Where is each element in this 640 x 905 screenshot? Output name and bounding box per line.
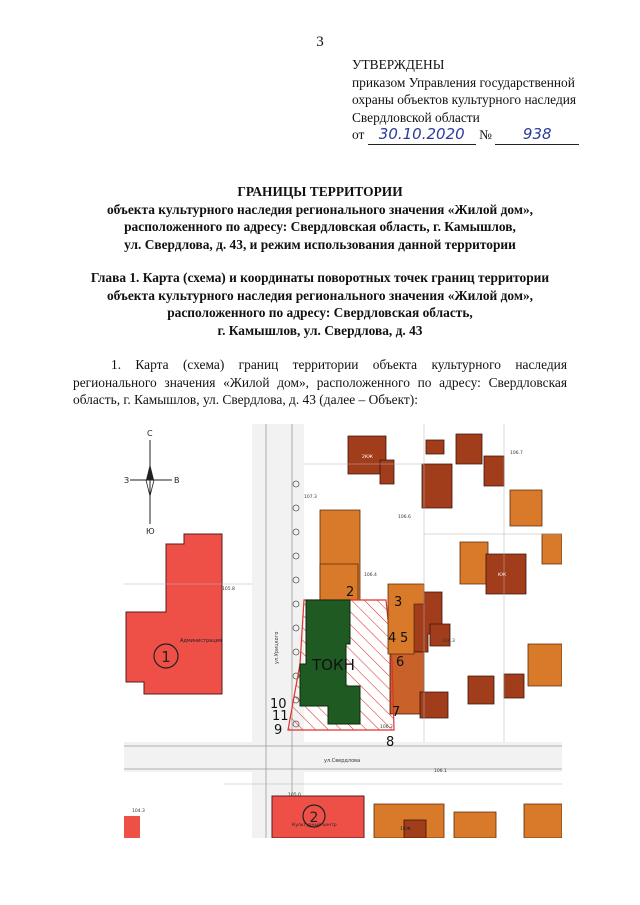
chapter-line-4: г. Камышлов, ул. Свердлова, д. 43 (217, 322, 423, 338)
street-label-uritskogo: ул.Урицкого (274, 631, 280, 664)
label-admin: Администрация (180, 638, 222, 644)
elev-1058: 105.8 (222, 587, 235, 592)
title-line-1: ГРАНИЦЫ ТЕРРИТОРИИ (237, 184, 403, 199)
label-2kj: 2КЖ (362, 455, 373, 460)
paragraph-1: 1. Карта (схема) границ территории объекта культурного наследия регионального значения «Жилой дом», расположенного по адресу: Свердловская область, г. Камышлов, ул. Свердлова, д. 43 (далее – Объект): (73, 357, 567, 408)
elev-1062: 106.2 (380, 725, 393, 730)
building-brown-h (484, 456, 504, 486)
approval-number: 938 (522, 125, 552, 143)
title-line-2: объекта культурного наследия регионального значения «Жилой дом», (106, 201, 533, 217)
point-8: 8 (386, 735, 395, 750)
point-10: 10 (270, 697, 287, 712)
building-orange-h (524, 804, 562, 838)
point-11: 11 (272, 709, 289, 724)
building-brown-e (426, 440, 444, 454)
page-number: 3 (316, 34, 324, 50)
chapter-line-2: объекта культурного наследия регионального значения «Жилой дом», (106, 287, 533, 303)
compass-s: Ю (146, 527, 155, 536)
street-label-sverdlova: ул.Свердлова (324, 758, 361, 764)
point-6: 6 (396, 655, 405, 670)
elev-1064: 106.4 (364, 573, 377, 578)
building-orange-b (460, 542, 488, 584)
elev-1066: 106.6 (398, 515, 411, 520)
approval-line-1: приказом Управления государственной (352, 74, 575, 90)
approval-heading: УТВЕРЖДЕНЫ (352, 57, 445, 72)
label-culture: Культурный центр (292, 823, 337, 828)
compass-n: С (147, 429, 153, 438)
chapter-heading (40, 269, 600, 339)
point-2: 2 (346, 585, 355, 600)
title-line-3: расположенного по адресу: Свердловская область, г. Камышлов, (124, 219, 516, 234)
approval-line-3: Свердловской области (352, 109, 480, 125)
building-brown-k (504, 674, 524, 698)
territory-map (124, 424, 562, 838)
circle-1-label: 1 (161, 648, 171, 666)
point-3: 3 (394, 595, 403, 610)
point-7: 7 (392, 705, 401, 720)
title-line-4: ул. Свердлова, д. 43, и режим использования данной территории (124, 236, 516, 252)
elev-1073: 107.3 (304, 495, 317, 500)
chapter-line-1: Глава 1. Карта (схема) и координаты поворотных точек границ территории (90, 270, 550, 285)
approval-number-field (495, 126, 579, 145)
date-prefix: от (352, 127, 365, 142)
building-orange-c (510, 490, 542, 526)
building-brown-m (468, 676, 494, 704)
point-9: 9 (274, 723, 283, 738)
building-orange-g (454, 812, 496, 838)
elev-1063: 106.3 (442, 639, 455, 644)
elev-1043: 104.3 (132, 809, 145, 814)
building-orange-d (542, 534, 562, 564)
approval-line-2: охраны объектов культурного наследия (352, 92, 577, 107)
compass-w: З (124, 476, 130, 485)
approval-block (352, 56, 640, 145)
building-red-3 (124, 816, 140, 838)
building-brown-b (380, 460, 394, 484)
compass-e: В (174, 476, 180, 485)
building-orange-e (528, 644, 562, 686)
road-horizontal (124, 742, 562, 772)
approval-date-field (368, 126, 476, 145)
label-1kj: 1КЖ (400, 827, 411, 832)
building-brown-g (456, 434, 482, 464)
chapter-line-3: расположенного по адресу: Свердловская область, (167, 305, 473, 320)
point-4: 4 (388, 631, 397, 646)
elev-1061: 106.1 (434, 769, 447, 774)
number-prefix: № (479, 127, 492, 142)
circle-2-label: 2 (309, 810, 319, 826)
label-kj: КЖ (498, 573, 507, 578)
approval-date-line (352, 126, 640, 145)
point-5: 5 (400, 631, 409, 646)
document-title (40, 183, 600, 253)
territory-label: ТОКН (312, 656, 355, 674)
approval-date: 30.10.2020 (378, 125, 465, 143)
building-brown-f (422, 464, 452, 508)
elev-1050: 105.0 (288, 793, 301, 798)
elev-1067: 106.7 (510, 451, 523, 456)
